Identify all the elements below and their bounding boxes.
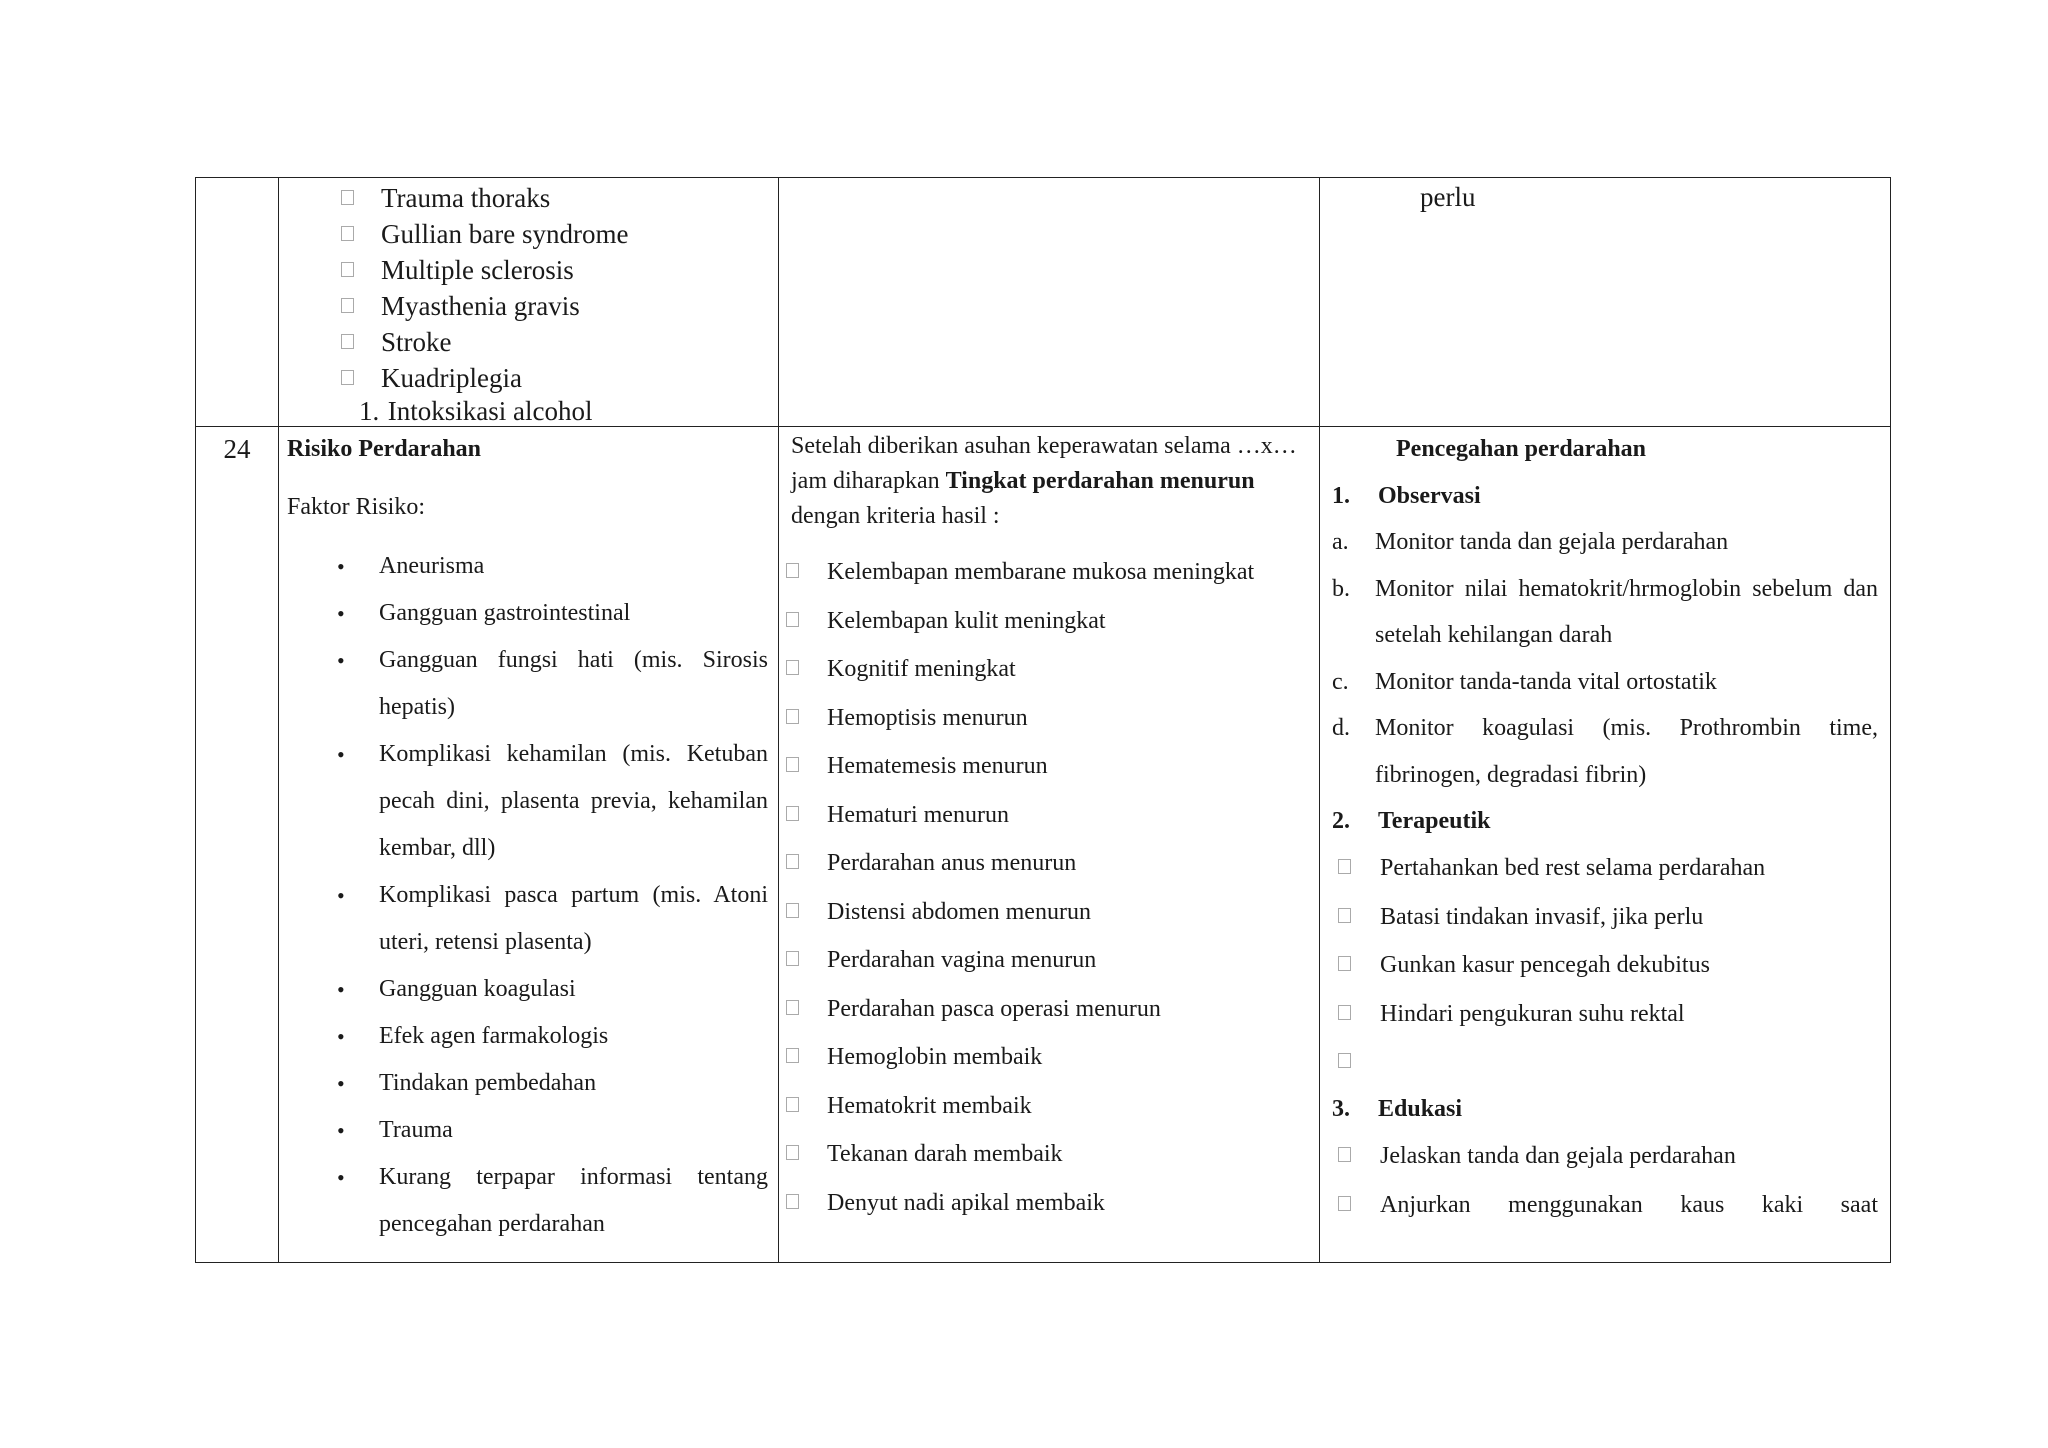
list-item-label: Perdarahan pasca operasi menurun bbox=[827, 995, 1161, 1022]
checkbox-icon bbox=[786, 709, 799, 724]
list-item bbox=[827, 694, 1319, 743]
list-item: • Aneurisma bbox=[379, 543, 768, 590]
checkbox-icon bbox=[786, 1194, 799, 1209]
list-item: • Komplikasi pasca partum (mis. Atoni uteri, retensi plasenta) bbox=[379, 872, 768, 966]
list-item-label: Multiple sclerosis bbox=[381, 255, 574, 285]
list-item: • Komplikasi kehamilan (mis. Ketuban pecah dini, plasenta previa, kehamilan kembar, dll) bbox=[379, 731, 768, 872]
list-item-label: Kelembapan kulit meningkat bbox=[827, 607, 1106, 634]
list-item-label: Hematuri menurun bbox=[827, 801, 1009, 828]
item-letter: a. bbox=[1332, 529, 1349, 555]
list-item bbox=[1380, 893, 1878, 942]
item-letter: d. bbox=[1332, 715, 1350, 741]
item-letter: c. bbox=[1332, 668, 1349, 695]
list-item bbox=[1380, 990, 1878, 1039]
checkbox-icon bbox=[1338, 1196, 1351, 1211]
list-item bbox=[1380, 1038, 1878, 1086]
outcome-intro-suffix: dengan kriteria hasil : bbox=[791, 503, 1000, 529]
checkbox-icon bbox=[786, 757, 799, 772]
list-item bbox=[827, 1179, 1319, 1228]
section-number: 1. bbox=[1332, 483, 1350, 509]
list-item-label: Monitor nilai hematokrit/hrmoglobin sebelum dan setelah kehilangan darah bbox=[1375, 575, 1878, 648]
list-item-label: Denyut nadi apikal membaik bbox=[827, 1189, 1105, 1216]
checkbox-icon bbox=[341, 334, 354, 349]
diagnosis-cell bbox=[279, 178, 779, 427]
intervention-cell bbox=[1320, 178, 1891, 427]
section-heading-terapeutik bbox=[1320, 798, 1890, 844]
list-item bbox=[827, 888, 1319, 937]
list-item bbox=[339, 216, 778, 252]
nursing-care-table bbox=[195, 177, 1891, 1263]
checkbox-icon bbox=[341, 370, 354, 385]
checkbox-icon bbox=[341, 226, 354, 241]
list-item-label: Monitor koagulasi (mis. Prothrombin time, fibrinogen, degradasi fibrin) bbox=[1375, 715, 1878, 788]
diagnosis-cell bbox=[279, 427, 779, 1263]
list-item: • Gangguan koagulasi bbox=[379, 966, 768, 1013]
list-item bbox=[827, 597, 1319, 646]
checkbox-icon bbox=[1338, 859, 1351, 874]
table-row bbox=[196, 427, 1891, 1263]
checkbox-icon bbox=[786, 1145, 799, 1160]
outcome-criteria-list bbox=[779, 548, 1319, 1227]
checkbox-icon bbox=[1338, 1147, 1351, 1162]
list-item: • Kurang terpapar informasi tentang pencegahan perdarahan bbox=[379, 1154, 768, 1248]
checkbox-icon bbox=[786, 806, 799, 821]
continuation-text: perlu bbox=[1420, 182, 1476, 212]
list-item bbox=[1332, 705, 1878, 798]
list-item-label: Hematemesis menurun bbox=[827, 753, 1048, 779]
list-item bbox=[827, 1033, 1319, 1082]
list-item-label: Perdarahan anus menurun bbox=[827, 850, 1077, 876]
outcome-intro-text: Setelah diberikan asuhan keperawatan selama …x… jam diharapkan bbox=[791, 433, 1297, 494]
list-item-label: Distensi abdomen menurun bbox=[827, 898, 1091, 925]
section-heading-observasi bbox=[1320, 473, 1890, 519]
section-title: Terapeutik bbox=[1378, 808, 1491, 834]
list-item-label: Hemoglobin membaik bbox=[827, 1044, 1043, 1070]
checkbox-icon bbox=[1338, 956, 1351, 971]
table-row bbox=[196, 178, 1891, 427]
intervention-cell bbox=[1320, 427, 1891, 1263]
list-item-label: Myasthenia gravis bbox=[381, 291, 580, 321]
condition-list bbox=[279, 178, 778, 396]
list-item bbox=[827, 936, 1319, 985]
list-item-label: Hindari pengukuran suhu rektal bbox=[1380, 1000, 1685, 1027]
list-item bbox=[827, 645, 1319, 694]
list-item-label: Perdarahan vagina menurun bbox=[827, 947, 1097, 973]
outcome-cell bbox=[779, 427, 1320, 1263]
list-item bbox=[827, 839, 1319, 888]
checkbox-icon bbox=[341, 190, 354, 205]
list-item bbox=[339, 288, 778, 324]
list-item bbox=[827, 548, 1319, 597]
list-item: • Gangguan fungsi hati (mis. Sirosis hepatis) bbox=[379, 637, 768, 731]
list-item-label: Pertahankan bed rest selama perdarahan bbox=[1380, 855, 1766, 881]
numbered-item bbox=[279, 396, 778, 426]
risk-factor-list bbox=[279, 543, 778, 1248]
list-item bbox=[827, 742, 1319, 791]
list-item bbox=[827, 1130, 1319, 1179]
checkbox-icon bbox=[341, 298, 354, 313]
observasi-list bbox=[1320, 519, 1890, 798]
checkbox-icon bbox=[786, 1097, 799, 1112]
list-item-label: Hematokrit membaik bbox=[827, 1092, 1032, 1119]
item-number: 1. bbox=[359, 396, 380, 426]
list-item bbox=[1332, 566, 1878, 659]
terapeutik-list bbox=[1320, 844, 1890, 1086]
outcome-target: Tingkat perdarahan menurun bbox=[945, 468, 1255, 494]
checkbox-icon bbox=[341, 262, 354, 277]
row-number: 24 bbox=[223, 434, 251, 464]
list-item-label: Tekanan darah membaik bbox=[827, 1141, 1063, 1167]
section-title: Observasi bbox=[1378, 483, 1481, 509]
list-item-label: Gunkan kasur pencegah dekubitus bbox=[1380, 952, 1710, 978]
list-item-label: Batasi tindakan invasif, jika perlu bbox=[1380, 903, 1704, 930]
checkbox-icon bbox=[786, 854, 799, 869]
list-item: • Tindakan pembedahan bbox=[379, 1060, 768, 1107]
list-item-label: Monitor tanda-tanda vital ortostatik bbox=[1375, 668, 1717, 695]
list-item bbox=[827, 985, 1319, 1034]
list-item: • Efek agen farmakologis bbox=[379, 1013, 768, 1060]
list-item: • Gangguan gastrointestinal bbox=[379, 590, 768, 637]
list-item bbox=[827, 791, 1319, 840]
outcome-cell bbox=[779, 178, 1320, 427]
checkbox-icon bbox=[786, 660, 799, 675]
checkbox-icon bbox=[1338, 1053, 1351, 1068]
checkbox-icon bbox=[786, 1048, 799, 1063]
list-item-label: Jelaskan tanda dan gejala perdarahan bbox=[1380, 1143, 1736, 1169]
list-item-label: Gullian bare syndrome bbox=[381, 219, 629, 249]
checkbox-icon bbox=[1338, 1005, 1351, 1020]
checkbox-icon bbox=[786, 903, 799, 918]
list-item-label: Trauma thoraks bbox=[381, 183, 551, 213]
checkbox-icon bbox=[786, 951, 799, 966]
checkbox-icon bbox=[786, 612, 799, 627]
list-item bbox=[339, 180, 778, 216]
section-heading-edukasi bbox=[1320, 1086, 1890, 1132]
list-item-label: Anjurkan menggunakan kaus kaki saat bbox=[1380, 1191, 1878, 1218]
item-label: Intoksikasi alcohol bbox=[387, 396, 593, 426]
risk-factor-label: Faktor Risiko: bbox=[287, 494, 426, 520]
list-item bbox=[1380, 941, 1878, 990]
section-number: 2. bbox=[1332, 808, 1350, 834]
checkbox-icon bbox=[786, 1000, 799, 1015]
list-item bbox=[1332, 519, 1878, 566]
list-item-label: Monitor tanda dan gejala perdarahan bbox=[1375, 529, 1729, 555]
list-item-label: Stroke bbox=[381, 327, 452, 357]
list-item bbox=[827, 1082, 1319, 1131]
checkbox-icon bbox=[786, 563, 799, 578]
outcome-intro bbox=[779, 427, 1319, 534]
list-item bbox=[1332, 659, 1878, 706]
list-item bbox=[339, 360, 778, 396]
intervention-title: Pencegahan perdarahan bbox=[1396, 436, 1647, 462]
list-item bbox=[1380, 1132, 1878, 1181]
list-item bbox=[339, 324, 778, 360]
checkbox-icon bbox=[1338, 908, 1351, 923]
section-title: Edukasi bbox=[1378, 1096, 1463, 1122]
list-item bbox=[1380, 1181, 1878, 1230]
list-item bbox=[1380, 844, 1878, 893]
list-item-label: Kognitif meningkat bbox=[827, 656, 1016, 682]
list-item bbox=[339, 252, 778, 288]
diagnosis-title: Risiko Perdarahan bbox=[287, 436, 482, 462]
number-cell bbox=[196, 427, 279, 1263]
list-item: • Trauma bbox=[379, 1107, 768, 1154]
list-item-label: Hemoptisis menurun bbox=[827, 704, 1028, 731]
section-number: 3. bbox=[1332, 1096, 1350, 1122]
edukasi-list bbox=[1320, 1132, 1890, 1229]
list-item-label: Kelembapan membarane mukosa meningkat bbox=[827, 559, 1255, 585]
number-cell bbox=[196, 178, 279, 427]
item-letter: b. bbox=[1332, 575, 1350, 602]
list-item-label: Kuadriplegia bbox=[381, 363, 522, 393]
